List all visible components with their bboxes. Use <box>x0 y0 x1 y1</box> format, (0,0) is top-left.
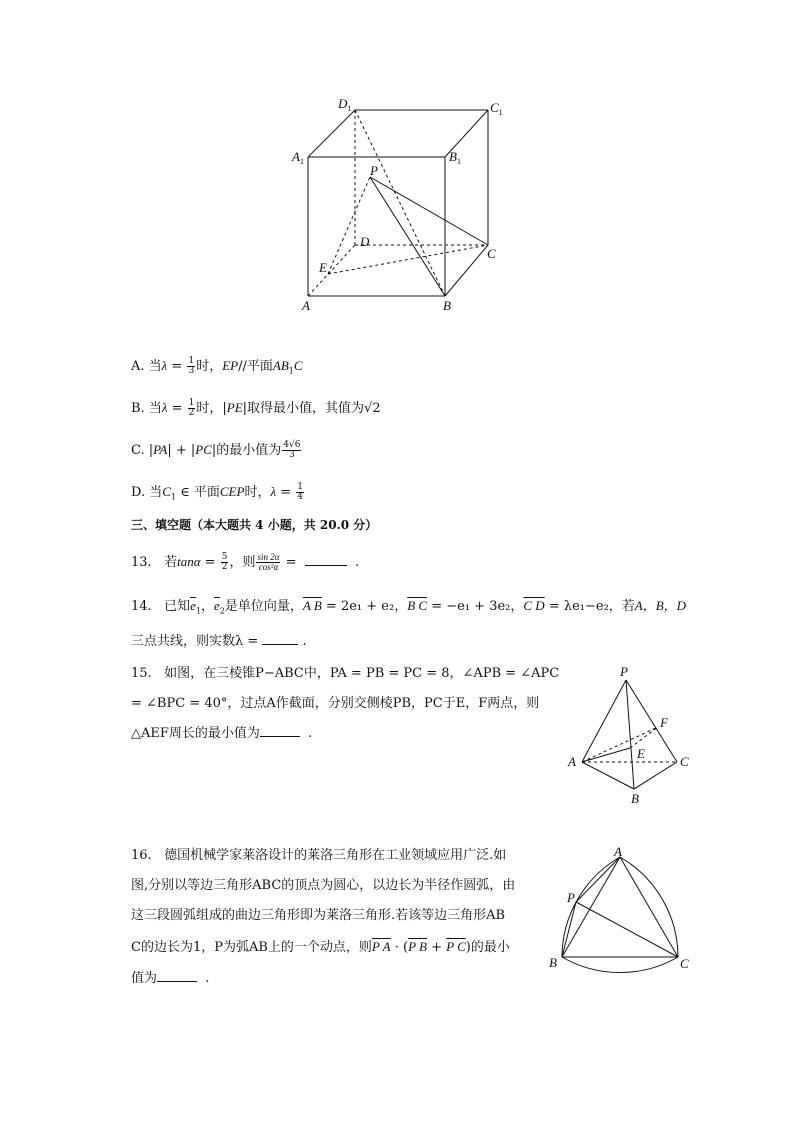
period: . <box>355 555 360 570</box>
q15-line1-text: 如图，在三棱锥P−ABC中，PA = PB = PC = 8，∠APB = ∠APC <box>164 666 560 681</box>
plane-AB: AB <box>272 358 289 373</box>
option-b-rest: |取得最小值，其值为 <box>242 401 365 416</box>
ab-expression: = 2e₁ + e₂， <box>321 599 408 614</box>
fraction: $\frac{4√6}{3}$ <box>283 440 301 460</box>
plane-CEP: CEP <box>219 484 245 499</box>
question-number: 13. <box>131 555 152 570</box>
fraction: $\frac{1}{4}$ <box>297 482 304 502</box>
equals: = <box>167 401 187 416</box>
q16-close-text: )的最小 <box>465 940 510 955</box>
q14-mid: 是单位向量， <box>224 599 303 614</box>
q13-mid: ，则 <box>229 555 256 570</box>
option-d-rest: 时， <box>244 485 271 500</box>
label-C: C <box>680 754 689 769</box>
question-number: 14. <box>131 599 152 614</box>
label-C: C <box>680 956 689 971</box>
option-b-mid: 时，| <box>196 401 227 416</box>
q16-line4-text: C的边长为1，P为弧AB上的一个动点，则 <box>131 940 372 955</box>
plus-operator: + <box>426 940 447 955</box>
fraction: $\frac{1}{2}$ <box>188 398 195 418</box>
label-D1: $D_1$ <box>338 96 352 113</box>
label-A1: $A_1$ <box>292 149 304 166</box>
question-15-line3 <box>131 724 312 744</box>
question-14-line2 <box>131 632 307 652</box>
label-A: A <box>302 298 310 313</box>
var-C1: C <box>162 484 171 499</box>
lambda: λ <box>161 400 168 415</box>
question-13 <box>131 552 359 573</box>
trig-fraction: $\frac{\sin 2\alpha}{\text{cos²α}}$ <box>257 552 280 572</box>
pyramid-figure <box>560 660 700 810</box>
plane-tail: C <box>293 358 303 373</box>
vector-PB: P B <box>408 939 427 954</box>
q16-line1-text: 德国机械学家莱洛设计的莱洛三角形在工业领域应用广泛.如 <box>164 848 507 863</box>
bc-expression: = −e₁ + 3e₂， <box>427 599 524 614</box>
q16-line5-text: 值为 <box>131 971 158 986</box>
cd-expression: = λe₁−e₂，若 <box>544 599 635 614</box>
cube-figure <box>290 94 510 316</box>
label-B1: $B_1$ <box>449 149 461 166</box>
period: . <box>302 634 307 649</box>
option-b <box>131 398 381 419</box>
option-d-prefix: D. 当 <box>131 485 163 500</box>
points-ABD: A，B，D <box>634 598 687 613</box>
label-C: C <box>487 246 496 261</box>
lambda: λ <box>270 484 277 499</box>
fraction: $\frac{5}{2}$ <box>221 552 228 572</box>
var-PE: PE <box>226 400 243 415</box>
label-P: P <box>567 890 575 905</box>
label-P: P <box>370 163 378 178</box>
question-16-line5 <box>131 969 209 989</box>
option-a-rest: //平面 <box>238 359 273 374</box>
comma: ， <box>200 599 214 614</box>
option-c <box>131 440 302 461</box>
dot-operator: · ( <box>390 940 409 955</box>
option-c-prefix: C. | <box>131 443 154 458</box>
question-number: 16. <box>131 848 152 863</box>
vector-BC: B C <box>407 598 428 613</box>
q14-line2-text: 三点共线，则实数λ = <box>131 634 263 649</box>
period: . <box>205 971 210 986</box>
q14-pre: 已知 <box>164 599 191 614</box>
equals: = <box>276 485 296 500</box>
tan-alpha: tanα <box>177 554 201 569</box>
subscript: 1 <box>288 366 294 376</box>
sqrt-value: √2 <box>364 401 381 416</box>
question-16-line1 <box>131 846 506 866</box>
option-b-prefix: B. 当 <box>131 401 162 416</box>
question-16-line2: 图,分别以等边三角形ABC的顶点为圆心，以边长为半径作圆弧，由 <box>131 878 516 893</box>
question-16-line4 <box>131 937 510 958</box>
equals: = <box>200 555 220 570</box>
var-PC: PC <box>195 442 212 457</box>
question-16-line3: 这三段圆弧组成的曲边三角形即为莱洛三角形.若该等边三角形AB <box>131 908 506 923</box>
question-15-line2: = ∠BPC = 40°，过点A作截面，分别交侧棱PB，PC于E，F两点，则 <box>131 696 540 711</box>
label-D: D <box>360 234 370 249</box>
option-d-mid: ∈ 平面 <box>176 485 220 500</box>
lambda: λ <box>161 358 168 373</box>
option-c-rest: |的最小值为 <box>211 443 282 458</box>
option-a <box>131 356 303 382</box>
answer-blank[interactable] <box>305 553 347 566</box>
question-15-line1 <box>131 664 559 684</box>
vector-e2: $\overline{e}$ <box>214 598 220 613</box>
option-c-mid: | + | <box>167 443 196 458</box>
section-heading: 三、填空题（本大题共 4 小题，共 20.0 分） <box>131 518 378 532</box>
var-PA: PA <box>153 442 168 457</box>
label-A: A <box>614 844 622 859</box>
label-A: A <box>568 754 576 769</box>
option-d <box>131 482 305 508</box>
fraction: $\frac{1}{3}$ <box>188 356 195 376</box>
var-EP: EP <box>222 358 239 373</box>
question-14: 14. 已知$\overline{e}_1$，$\overline{e}_2$是单位向量，A B = 2e₁ + e₂，B C = −e₁ + 3e₂，C D = λe₁−e₂，若A，B，D <box>131 598 687 616</box>
q13-pre: 若 <box>164 555 178 570</box>
label-B: B <box>443 298 451 313</box>
vector-PC: P C <box>446 939 466 954</box>
question-number: 15. <box>131 666 152 681</box>
reuleaux-figure <box>545 840 695 975</box>
subscript: 1 <box>170 492 176 502</box>
equals: = <box>281 555 301 570</box>
equals: = <box>167 359 187 374</box>
label-F: F <box>660 715 668 730</box>
period: . <box>308 726 313 741</box>
label-E: E <box>319 260 327 275</box>
option-a-mid: 时， <box>196 359 223 374</box>
answer-blank[interactable] <box>260 724 300 737</box>
answer-blank[interactable] <box>262 632 298 645</box>
vector-e1: $\overline{e}$ <box>190 598 196 613</box>
vector-AB: A B <box>302 598 322 613</box>
answer-blank[interactable] <box>157 969 197 982</box>
label-C1: $C_1$ <box>490 100 503 117</box>
option-a-prefix: A. 当 <box>131 359 162 374</box>
label-B: B <box>631 791 639 806</box>
label-P: P <box>620 664 628 679</box>
vector-CD: C D <box>523 598 545 613</box>
label-B: B <box>549 955 557 970</box>
label-E: E <box>637 746 645 761</box>
vector-PA: P A <box>371 939 391 954</box>
q15-line3-text: △AEF周长的最小值为 <box>131 726 260 741</box>
